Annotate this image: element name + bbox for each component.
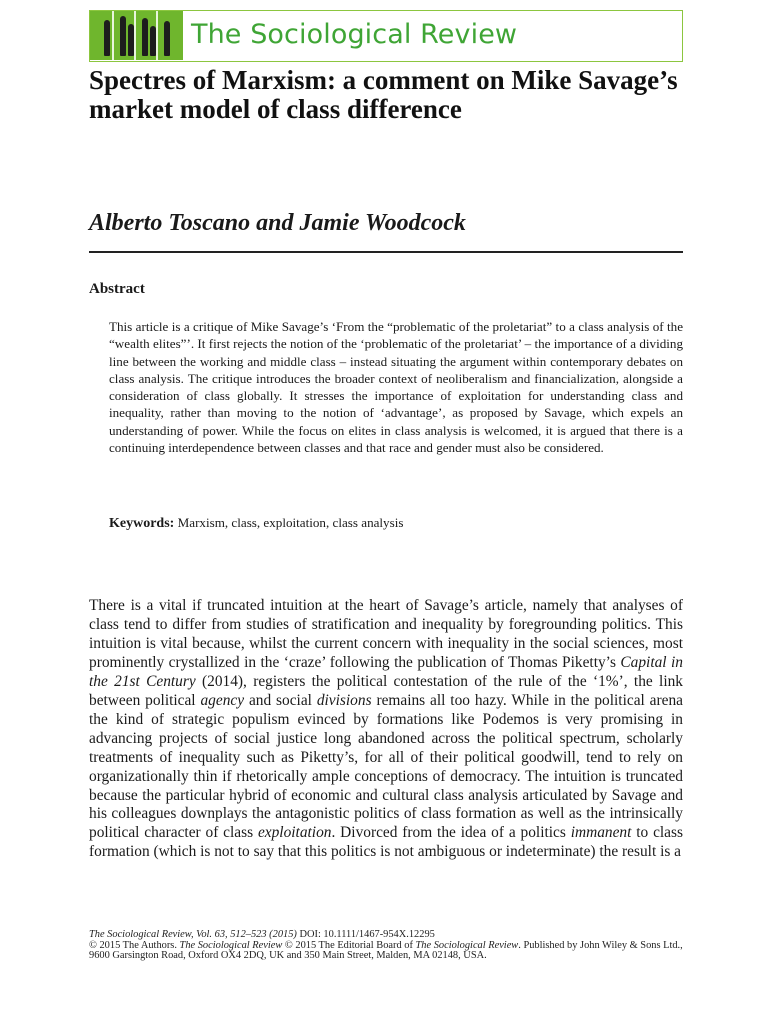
body-paragraph: There is a vital if truncated intuition at the heart of Savage’s article, namely that analyses of class tend to differ from studies of stratification and inequality by foregrounding politics. This intuition is vital because, whilst the current concern with inequality in the social sciences, most prominently crystallized in the ‘craze’ following the publication of Thomas Piketty’s Capital in the 21st Century (2014), registers the political contestation of the rule of the ‘1%’, the link between political agency and social divisions remains all too hazy. While in the political arena the kind of strategic populism evinced by formations like Podemos is very promising in advancing projects of social justice long abandoned across the political spectrum, scholarly treatments of inequality such as Piketty’s, for all of their political goodwill, tend to rely on organizationally thin if rhetorically ample conceptions of democracy. The intuition is truncated because the particular hybrid of economic and cultural class analysis articulated by Savage and his colleagues downplays the antagonistic politics of class formation as well as the intrinsically political character of class exploitation. Divorced from the idea of a politics immanent to class formation (which is not to say that this politics is not ambiguous or indeterminate) the result is a xyxy=(89,597,683,861)
journal-banner xyxy=(89,10,683,62)
emphasis-immanent: immanent xyxy=(570,824,632,842)
page-footer xyxy=(89,930,683,962)
article-title: Spectres of Marxism: a comment on Mike Savage’s market model of class difference xyxy=(89,65,678,124)
keywords-label: Keywords: xyxy=(109,516,175,531)
abstract-text: This article is a critique of Mike Savage’s ‘From the “problematic of the proletariat” to a class analysis of the “wealth elites”’. It first rejects the notion of the ‘problematic of the proletariat’ – the importance of a dividing line between the working and middle class – instead situating the argument within contemporary debates on class analysis. The critique introduces the broader context of neoliberalism and financialization, alongside a consideration of class globally. It stresses the importance of exploitation for understanding class and inequality, rather than moving to the notion of ‘advantage’, as proposed by Savage, which expels an understanding of power. While the focus on elites in class analysis is welcomed, it is argued that there is a continuing interdependence between classes and that race and gender must also be considered. xyxy=(109,319,683,456)
keywords-values: Marxism, class, exploitation, class analysis xyxy=(177,515,404,530)
emphasis-capital: Capital in the 21st Century xyxy=(89,653,683,690)
keywords-line xyxy=(109,515,403,532)
footer-doi: DOI: 10.1111/1467-954X.12295 xyxy=(296,929,435,940)
footer-citation: The Sociological Review, Vol. 63, 512–523 (2015) xyxy=(89,929,297,940)
emphasis-exploitation: exploitation xyxy=(257,824,332,842)
emphasis-agency: agency xyxy=(200,691,245,709)
footer-copyright: © 2015 The Authors. The Sociological Review © 2015 The Editorial Board of The Sociological Review. Published by John Wiley & Sons Ltd., 9600 Garsington Road, Oxford OX4 2DQ, UK and 350 Main Street, Malden, MA 02148, USA. xyxy=(89,939,683,962)
header-divider xyxy=(89,251,683,253)
article-authors: Alberto Toscano and Jamie Woodcock xyxy=(89,210,466,236)
abstract-heading: Abstract xyxy=(89,281,145,297)
journal-name: The Sociological Review xyxy=(191,19,518,50)
journal-logo-icon xyxy=(90,11,183,60)
emphasis-divisions: divisions xyxy=(316,691,372,709)
